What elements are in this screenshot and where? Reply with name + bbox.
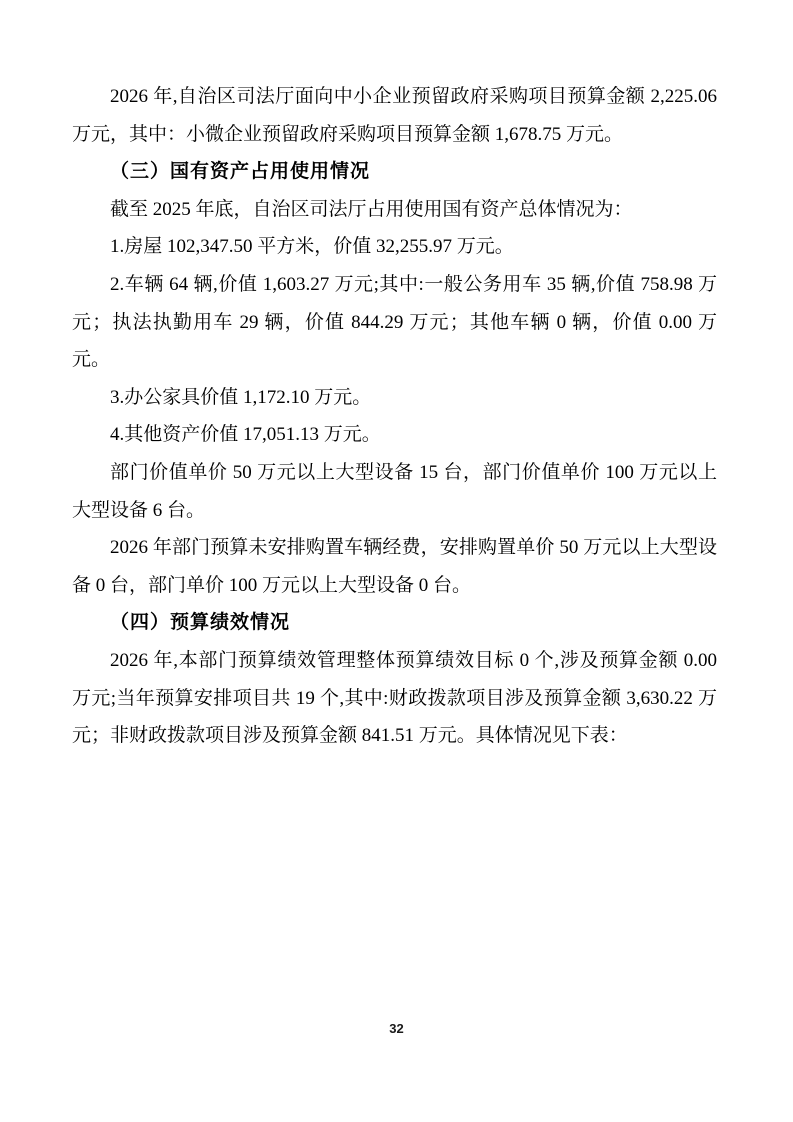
para-budget-performance-summary: 2026 年,本部门预算绩效管理整体预算绩效目标 0 个,涉及预算金额 0.00 万元;当年预算安排项目共 19 个,其中:财政拨款项目涉及预算金额 3,630.22 万元；非财政拨款项目涉及预算金额 841.51 万元。具体情况见下表： xyxy=(72,649,717,747)
para-item-2-vehicles: 2.车辆 64 辆,价值 1,603.27 万元;其中:一般公务用车 35 辆,价值 758.98 万元；执法执勤用车 29 辆，价值 844.29 万元；其他车辆 0 辆，价值 0.00 万元。 xyxy=(72,273,717,371)
para-smb-procurement-budget: 2026 年,自治区司法厅面向中小企业预留政府采购项目预算金额 2,225.06 万元，其中：小微企业预留政府采购项目预算金额 1,678.75 万元。 xyxy=(72,86,717,145)
para-assets-overview: 截至 2025 年底，自治区司法厅占用使用国有资产总体情况为： xyxy=(110,198,633,220)
heading-section-3-state-assets: （三）国有资产占用使用情况 xyxy=(110,161,371,183)
heading-section-4-budget-performance: （四）预算绩效情况 xyxy=(110,612,291,634)
document-body xyxy=(72,78,717,755)
para-large-equipment-counts: 部门价值单价 50 万元以上大型设备 15 台，部门价值单价 100 万元以上大型设备 6 台。 xyxy=(72,461,717,521)
page-footer xyxy=(0,1020,793,1038)
para-item-3-office-furniture: 3.办公家具价值 1,172.10 万元。 xyxy=(110,386,372,408)
page-number: 32 xyxy=(389,1021,404,1036)
para-item-1-housing: 1.房屋 102,347.50 平方米，价值 32,255.97 万元。 xyxy=(110,236,514,258)
para-item-4-other-assets: 4.其他资产价值 17,051.13 万元。 xyxy=(110,424,381,446)
para-2026-purchase-arrangement: 2026 年部门预算未安排购置车辆经费，安排购置单价 50 万元以上大型设备 0 台，部门单价 100 万元以上大型设备 0 台。 xyxy=(72,537,717,596)
